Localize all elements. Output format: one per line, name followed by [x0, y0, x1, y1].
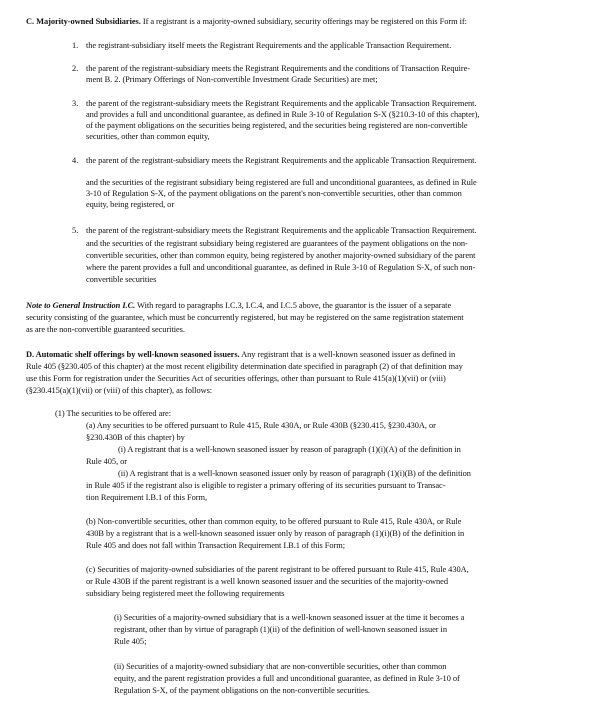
- item-4-line: the parent of the registrant-subsidiary meets the Registrant Requirements and the applicable Transaction Requirement.: [86, 156, 477, 165]
- sub-c-line: or Rule 430B if the parent registrant is a well known seasoned issuer and the securities of the majority-owned: [86, 577, 448, 586]
- sub-c-ii-line: Regulation S-X, of the payment obligations on the non-convertible securities.: [114, 686, 370, 695]
- item-3-number: 3.: [72, 99, 79, 108]
- item-3-line: securities, other than common equity,: [86, 132, 210, 141]
- sub-a-line: (a) Any securities to be offered pursuant to Rule 415, Rule 430A, or Rule 430B (§230.415, §230.430A, or: [86, 421, 436, 430]
- item-5-line: and the securities of the registrant subsidiary being registered are guarantees of the payment obligations on the non-: [86, 239, 468, 248]
- note-line: as are the non-convertible guaranteed securities.: [26, 325, 185, 334]
- sub-a-line: §230.430B of this chapter) by: [86, 433, 185, 442]
- item-5-line: convertible securities: [86, 275, 157, 284]
- item-3-line: and provides a full and unconditional guarantee, as defined in Rule 3-10 of Regulation S-X (§210.3-10 of this chapter),: [86, 110, 480, 119]
- note-text: With regard to paragraphs I.C.3, I.C.4, and I.C.5 above, the guarantor is the issuer of a separate: [135, 301, 452, 310]
- item-5-line: the parent of the registrant-subsidiary meets the Registrant Requirements and the applicable Transaction Requirement.: [86, 226, 477, 235]
- sub-c-i-line: Rule 405;: [114, 637, 147, 646]
- section-c-intro: If a registrant is a majority-owned subsidiary, security offerings may be registered on this Form if:: [140, 17, 467, 26]
- section-c-heading: C. Majority-owned Subsidiaries.: [26, 17, 141, 26]
- sub-a-ii-line: in Rule 405 if the registrant also is eligible to register a primary offering of its securities pursuant to Transac-: [86, 481, 446, 490]
- item-3-line: of the payment obligations on the securities being registered, and the securities being registered are non-convertible: [86, 121, 468, 130]
- section-c-heading-line: [26, 17, 467, 27]
- note-line: [26, 301, 451, 311]
- section-d-text: Any registrant that is a well-known seasoned issuer as defined in: [239, 350, 456, 359]
- note-heading: Note to General Instruction I.C.: [26, 301, 136, 310]
- sub-c-line: (c) Securities of majority-owned subsidiaries of the parent registrant to be offered pursuant to Rule 415, Rule 430A,: [86, 565, 469, 574]
- item-2-line: the parent of the registrant-subsidiary meets the Registrant Requirements and the conditions of Transaction Require-: [86, 64, 471, 73]
- item-5-line: where the parent provides a full and unconditional guarantee, as defined in Rule 3-10 of Regulation S-X, of such non-: [86, 263, 476, 272]
- sub-b-line: Rule 405 and does not fall within Transaction Requirement I.B.1 of this Form;: [86, 541, 346, 550]
- item-1-line: the registrant-subsidiary itself meets the Registrant Requirements and the applicable Transaction Requirement.: [86, 41, 452, 50]
- item-2-number: 2.: [72, 64, 79, 73]
- sub-c-ii-line: (ii) Securities of a majority-owned subsidiary that are non-convertible securities, other than common: [114, 662, 447, 671]
- sub-b-line: 430B by a registrant that is a well-known seasoned issuer only by reason of paragraph (1)(i)(B) of the definition in: [86, 529, 465, 538]
- note-line: security consisting of the guarantee, which must be concurrently registered, but may be registered on the same registration statement: [26, 313, 464, 322]
- item-5-number: 5.: [72, 226, 79, 235]
- item-4-line: equity, being registered, or: [86, 200, 175, 209]
- section-d-heading: D. Automatic shelf offerings by well-known seasoned issuers.: [26, 350, 240, 359]
- section-d-line: Rule 405 (§230.405 of this chapter) at the most recent eligibility determination date specified in paragraph (2) of that definition may: [26, 362, 463, 371]
- sub-a-i-line: (i) A registrant that is a well-known seasoned issuer by reason of paragraph (1)(i)(A) of the definition in: [118, 445, 461, 454]
- item-4-line: 3-10 of Regulation S-X, of the payment obligations on the parent's non-convertible securities, other than common: [86, 189, 462, 198]
- item-3-line: the parent of the registrant-subsidiary meets the Registrant Requirements and the applicable Transaction Requirement.: [86, 99, 477, 108]
- item-4-number: 4.: [72, 156, 79, 165]
- item-1-number: 1.: [72, 41, 79, 50]
- item-2-line: ment B. 2. (Primary Offerings of Non-convertible Investment Grade Securities) are met;: [86, 75, 378, 84]
- sub-b-line: (b) Non-convertible securities, other than common equity, to be offered pursuant to Rule 415, Rule 430A, or Rule: [86, 517, 462, 526]
- sub-c-line: subsidiary being registered meet the following requirements: [86, 589, 285, 598]
- item-4-line: and the securities of the registrant subsidiary being registered are full and unconditional guarantees, as defined in Rule: [86, 178, 477, 187]
- section-d-line: (§230.415(a)(1)(vii) or (viii) of this chapter), as follows:: [26, 386, 213, 395]
- sub-a-ii-line: tion Requirement I.B.1 of this Form,: [86, 493, 208, 502]
- sub-c-ii-line: equity, and the parent registration provides a full and unconditional guarantee, as defined in Rule 3-10 of: [114, 674, 460, 683]
- sub-a-i-line: Rule 405, or: [86, 457, 128, 466]
- sub-c-i-line: (i) Securities of a majority-owned subsidiary that is a well-known seasoned issuer at the time it becomes a: [114, 613, 465, 622]
- sub-a-ii-line: (ii) A registrant that is a well-known seasoned issuer only by reason of paragraph (1)(i)(B) of the definition: [118, 469, 471, 478]
- section-d-heading-line: [26, 350, 455, 360]
- item-5-line: convertible securities, other than common equity, being registered by another majority-owned subsidiary of the parent: [86, 251, 476, 260]
- sub-1-line: (1) The securities to be offered are:: [55, 409, 171, 418]
- section-d-line: use this Form for registration under the Securities Act of securities offerings, other than pursuant to Rule 415(a)(1)(vii) or (viii): [26, 374, 446, 383]
- sub-c-i-line: registrant, other than by virtue of paragraph (1)(ii) of the definition of well-known seasoned issuer in: [114, 625, 447, 634]
